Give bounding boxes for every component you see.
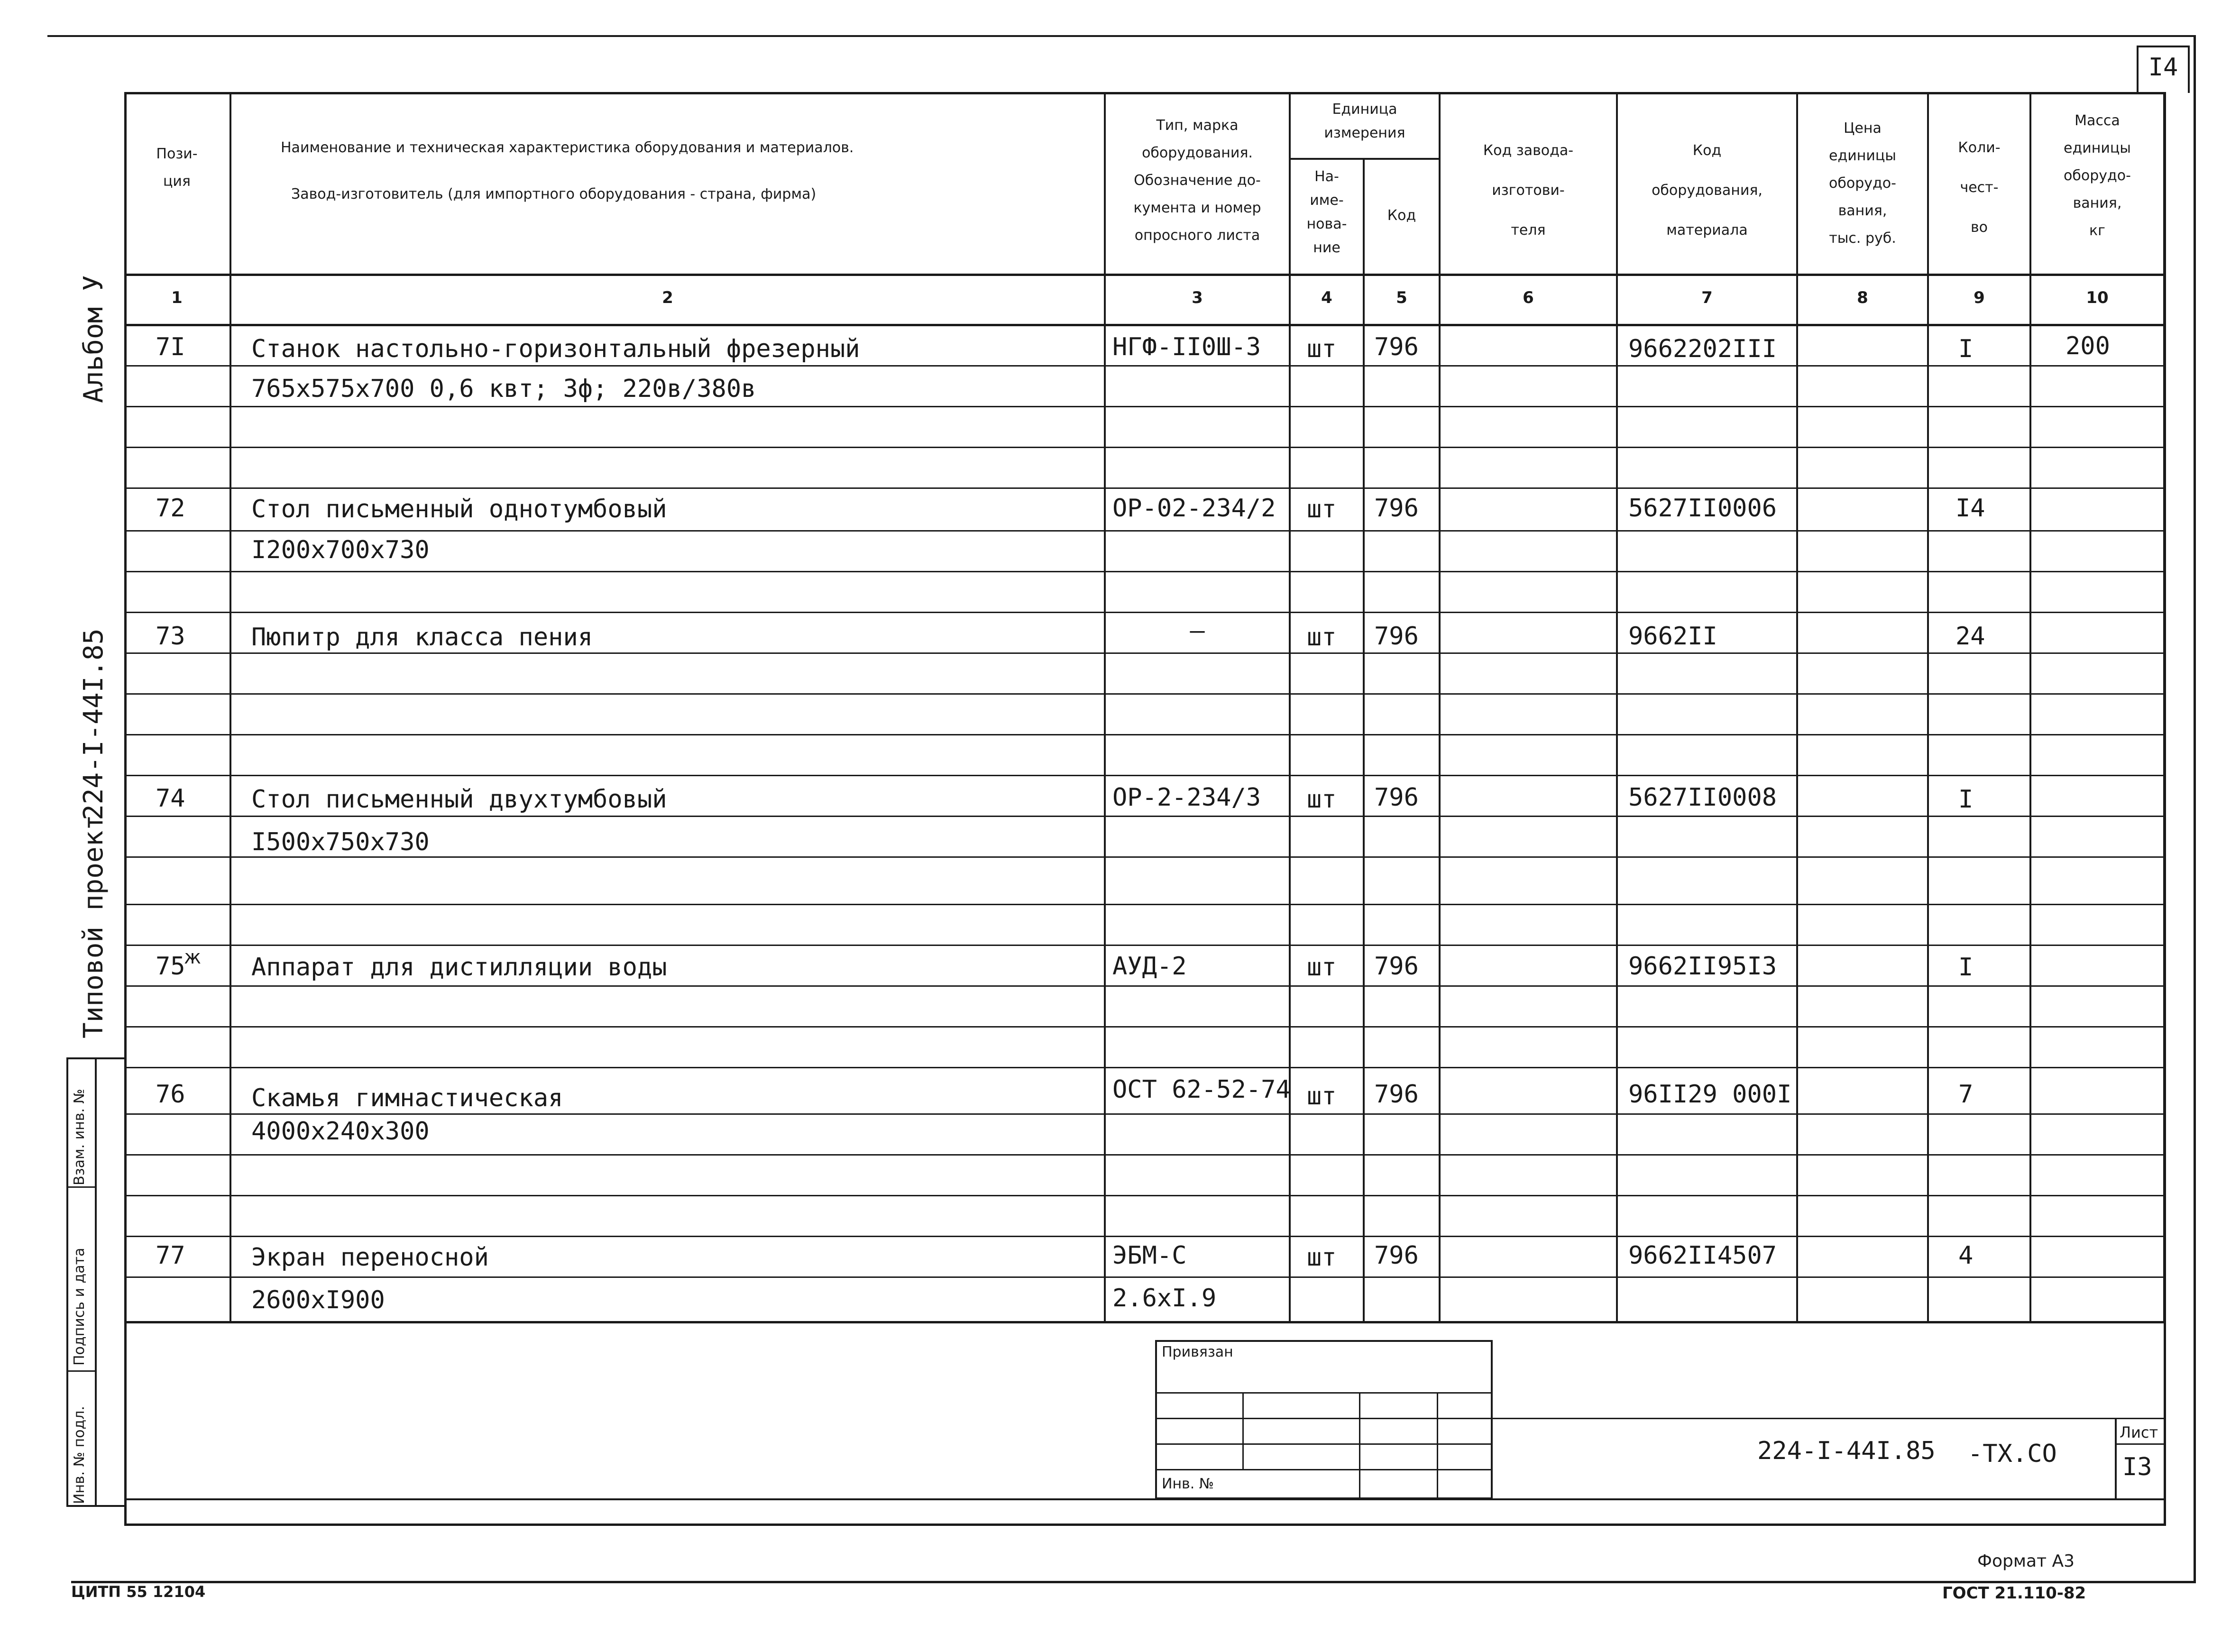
header-col5: Код [1387,207,1416,224]
item-qty: 24 [1955,622,1985,651]
header-col2-line2: Завод-изготовитель (для импортного оборудования - страна, фирма) [291,186,817,202]
item-unit-code: 796 [1374,333,1419,361]
item-code: 5627II0008 [1628,783,1777,812]
item-position: 7I [156,333,185,361]
item-code: 9662II [1628,622,1717,651]
item-unit: шт [1307,623,1337,652]
item-unit-code: 796 [1374,952,1419,981]
footer-gost: ГОСТ 21.110-82 [1942,1584,2086,1603]
album-label: Альбом У [78,275,109,403]
item-code: 9662II95I3 [1628,952,1777,981]
column-number: 7 [1701,288,1713,307]
header-col4: На- име- нова- ние [1306,168,1347,256]
podpis-data-label: Подпись и дата [71,1248,88,1366]
column-number: 4 [1321,288,1332,307]
column-number: 9 [1974,288,1985,307]
item-spec: 765х575х700 0,6 квт; 3ф; 220в/380в [251,375,756,403]
item-type-2: 2.6хI.9 [1112,1284,1217,1312]
col-sep-4 [1363,158,1365,1323]
item-code: 96II29 000I [1628,1080,1792,1109]
list-number: I3 [2122,1453,2152,1481]
header-col9: Коли- чест- во [1958,139,2001,236]
column-number: 5 [1396,288,1407,307]
column-number: 3 [1192,288,1203,307]
item-type: АУД-2 [1112,952,1187,981]
item-name: Пюпитр для класса пения [251,623,593,652]
project-code-label: 224-I-44I.85 [78,628,109,820]
outer-frame-right [2194,35,2196,1583]
item-qty: I4 [1955,494,1985,523]
item-unit: шт [1307,495,1337,523]
item-position: 77 [156,1241,185,1270]
item-qty: 4 [1958,1241,1974,1270]
column-number: 6 [1523,288,1534,307]
column-number: 10 [2086,288,2109,307]
col-sep-10 [2163,92,2165,1323]
item-unit: шт [1307,1082,1337,1111]
item-qty: I [1958,953,1974,982]
col-sep-2 [1104,92,1106,1323]
item-position: 75 [156,952,185,981]
item-position: 76 [156,1080,185,1109]
item-code: 5627II0006 [1628,494,1777,523]
footer-left: ЦИТП 55 12104 [71,1583,206,1601]
item-qty: I [1958,785,1974,814]
item-type: — [1190,616,1205,645]
item-unit-code: 796 [1374,494,1419,523]
vzam-inv-label: Взам. инв. № [71,1089,88,1185]
header-col45-group: Единица измерения [1324,101,1405,141]
item-unit-code: 796 [1374,622,1419,651]
title-block-rule [1493,1418,2166,1419]
outer-frame-bottom [71,1581,2196,1583]
item-position: 72 [156,494,185,523]
item-type: ОР-02-234/2 [1112,494,1276,523]
header-col10: Масса единицы оборудо- вания, кг [2064,112,2131,239]
item-spec: I200х700х730 [251,536,430,564]
title-block-bottom [124,1498,2166,1500]
header-col1: Пози- ция [156,146,198,190]
item-unit: шт [1307,1243,1337,1272]
item-spec: I500х750х730 [251,828,430,856]
item-type: ОСТ 62-52-74 [1112,1075,1291,1104]
header-col2-line1: Наименование и техническая характеристика оборудования и материалов. [281,139,854,156]
item-mass: 200 [2066,332,2110,360]
privyazan-label: Привязан [1162,1344,1233,1360]
item-position: 74 [156,784,185,813]
col-sep-5 [1439,92,1441,1323]
header-col3: Тип, марка оборудования. Обозначение до- кумента и номер опросного листа [1133,117,1261,244]
item-name: Экран переносной [251,1243,489,1272]
item-spec: 4000х240х300 [251,1117,430,1146]
col-sep-8 [1927,92,1929,1323]
item-name: Скамья гимнастическая [251,1084,563,1112]
item-code: 9662202III [1628,335,1777,363]
inv-no-label: Инв. № [1162,1476,1214,1492]
col-sep-3 [1289,92,1291,1323]
item-unit: шт [1307,953,1337,982]
column-number: 1 [171,288,183,307]
col-sep-6 [1616,92,1618,1323]
item-name: Аппарат для дистилляции воды [251,953,667,982]
column-number: 8 [1857,288,1868,307]
col-sep-1 [230,92,231,1323]
col-sep-9 [2029,92,2031,1323]
item-name: Стол письменный однотумбовый [251,495,667,523]
doc-code: 224-I-44I.85 [1757,1437,1936,1465]
col-sep-7 [1796,92,1798,1323]
header-col6: Код завода- изготови- теля [1483,142,1574,239]
item-unit-code: 796 [1374,1080,1419,1109]
footer-format: Формат А3 [1977,1551,2075,1571]
item-type: ОР-2-234/3 [1112,783,1261,812]
item-qty: I [1958,335,1974,363]
project-type-label: Типовой проект [78,814,109,1038]
item-name: Стол письменный двухтумбовый [251,785,667,814]
side-strip-divider [95,1057,97,1507]
column-number: 2 [662,288,673,307]
header-bottom-rule [124,274,2166,276]
item-name: Станок настольно-горизонтальный фрезерный [251,335,860,363]
header-col8: Цена единицы оборудо- вания, тыс. руб. [1829,120,1896,247]
item-unit: шт [1307,785,1337,814]
doc-suffix: -ТХ.СО [1968,1440,2057,1468]
item-spec: 2600хI900 [251,1286,385,1314]
item-type: ЭБМ-С [1112,1241,1187,1270]
item-position-mark: ж [184,946,202,968]
colnum-bottom-rule [124,324,2166,326]
header-col7: Код оборудования, материала [1652,142,1763,239]
sheet-number: I4 [2148,53,2178,82]
list-label: Лист [2120,1423,2158,1441]
inv-podl-label: Инв. № подл. [71,1406,88,1504]
page-top-rule [47,35,2195,37]
item-qty: 7 [1958,1080,1974,1109]
item-unit-code: 796 [1374,783,1419,812]
item-type: НГФ-II0Ш-3 [1112,333,1261,361]
item-position: 73 [156,622,185,651]
item-unit-code: 796 [1374,1241,1419,1270]
item-unit: шт [1307,335,1337,363]
item-code: 9662II4507 [1628,1241,1777,1270]
